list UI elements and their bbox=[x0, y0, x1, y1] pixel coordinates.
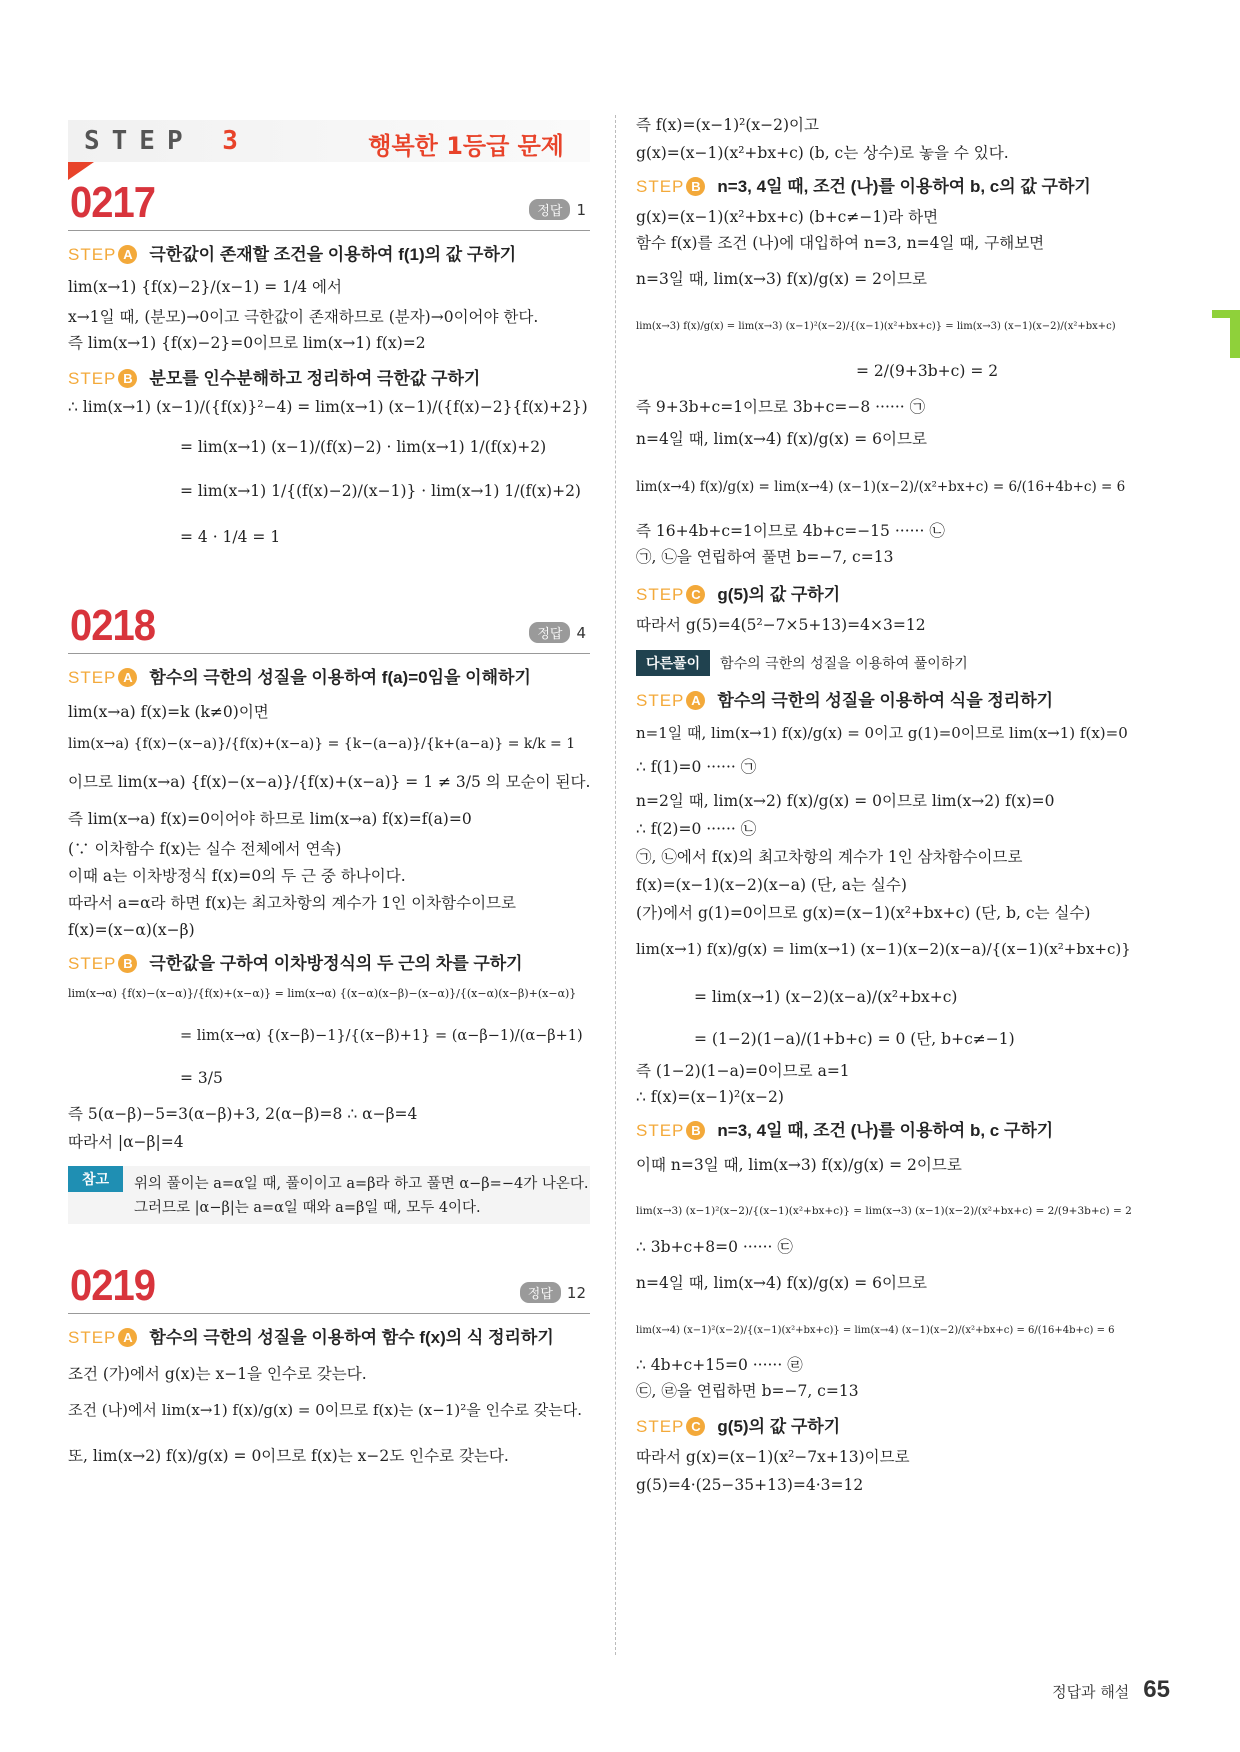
solution-line: = lim(x→1) (x−1)/(f(x)−2) · lim(x→1) 1/(f(x)+2) bbox=[180, 438, 547, 456]
solution-line: n=4일 때, lim(x→4) f(x)/g(x) = 6이므로 bbox=[636, 430, 927, 448]
solution-line: 따라서 a=α라 하면 f(x)는 최고차항의 계수가 1인 이차함수이므로 bbox=[68, 894, 516, 912]
step-title: 함수의 극한의 성질을 이용하여 f(a)=0임을 이해하기 bbox=[149, 668, 531, 687]
step3-title: 행복한 1등급 문제 bbox=[368, 132, 564, 160]
step-word: STEP bbox=[68, 369, 117, 388]
step-title: g(5)의 값 구하기 bbox=[717, 1417, 841, 1436]
answer-label: 정답 bbox=[529, 199, 570, 220]
step-word: STEP bbox=[68, 245, 117, 264]
step-heading bbox=[636, 690, 1053, 712]
solution-line: = lim(x→1) 1/{(f(x)−2)/(x−1)} · lim(x→1) 1/(f(x)+2) bbox=[180, 482, 581, 500]
solution-line: ∴ f(2)=0 ······ ㉡ bbox=[636, 820, 757, 838]
alt-tag: 다른풀이 bbox=[636, 650, 710, 676]
step-word: STEP bbox=[636, 177, 685, 196]
step-word: STEP bbox=[636, 1417, 685, 1436]
step-heading bbox=[636, 1120, 1053, 1142]
step-word: STEP bbox=[68, 954, 117, 973]
note-box bbox=[68, 1166, 590, 1224]
solution-line: n=4일 때, lim(x→4) f(x)/g(x) = 6이므로 bbox=[636, 1274, 927, 1292]
solution-line: 따라서 g(5)=4(5²−7×5+13)=4×3=12 bbox=[636, 616, 926, 634]
solution-line: lim(x→3) (x−1)²(x−2)/{(x−1)(x²+bx+c)} = lim(x→3) (x−1)(x−2)/(x²+bx+c) = 2/(9+3b+c) = 2 bbox=[636, 1205, 1132, 1217]
solution-line: n=1일 때, lim(x→1) f(x)/g(x) = 0이고 g(1)=0이므로 lim(x→1) f(x)=0 bbox=[636, 724, 1128, 742]
step-badge: B bbox=[686, 1121, 705, 1140]
solution-line: 이때 n=3일 때, lim(x→3) f(x)/g(x) = 2이므로 bbox=[636, 1156, 962, 1174]
solution-line: 즉 9+3b+c=1이므로 3b+c=−8 ······ ㉠ bbox=[636, 398, 926, 416]
solution-line: = (1−2)(1−a)/(1+b+c) = 0 (단, b+c≠−1) bbox=[694, 1030, 1015, 1048]
solution-line: 즉 f(x)=(x−1)²(x−2)이고 bbox=[636, 116, 819, 134]
step-heading bbox=[68, 244, 516, 266]
solution-line: ∴ f(1)=0 ······ ㉠ bbox=[636, 758, 757, 776]
solution-line: ∴ 4b+c+15=0 ······ ㉣ bbox=[636, 1356, 803, 1374]
step-badge: B bbox=[118, 954, 137, 973]
chapter-tab bbox=[1230, 310, 1240, 358]
solution-line: lim(x→3) f(x)/g(x) = lim(x→3) (x−1)²(x−2)/{(x−1)(x²+bx+c)} = lim(x→3) (x−1)(x−2)/(x²+bx+c) bbox=[636, 321, 1116, 332]
step-word: STEP bbox=[636, 1121, 685, 1140]
solution-line: = lim(x→1) (x−2)(x−a)/(x²+bx+c) bbox=[694, 988, 958, 1006]
solution-line: = lim(x→α) {(x−β)−1}/{(x−β)+1} = (α−β−1)/(α−β+1) bbox=[180, 1028, 583, 1044]
answer-value: 4 bbox=[576, 624, 586, 642]
page-footer bbox=[1052, 1676, 1170, 1704]
step-title: g(5)의 값 구하기 bbox=[717, 585, 841, 604]
step-badge: A bbox=[118, 668, 137, 687]
answer-value: 12 bbox=[566, 1284, 586, 1302]
solution-line: lim(x→a) {f(x)−(x−a)}/{f(x)+(x−a)} = {k−(a−a)}/{k+(a−a)} = k/k = 1 bbox=[68, 736, 576, 752]
problem-number: 0218 bbox=[70, 602, 155, 650]
step-title: 분모를 인수분해하고 정리하여 극한값 구하기 bbox=[149, 369, 481, 388]
problem-header bbox=[68, 603, 590, 654]
problem-header bbox=[68, 1263, 590, 1314]
step-word: STEP bbox=[636, 585, 685, 604]
footer-label: 정답과 해설 bbox=[1052, 1683, 1130, 1701]
solution-line: (가)에서 g(1)=0이므로 g(x)=(x−1)(x²+bx+c) (단, b, c는 실수) bbox=[636, 904, 1091, 922]
note-line: 그러므로 |α−β|는 a=α일 때와 a=β일 때, 모두 4이다. bbox=[134, 1200, 481, 1216]
alt-title: 함수의 극한의 성질을 이용하여 풀이하기 bbox=[720, 656, 968, 672]
answer-label: 정답 bbox=[520, 1282, 561, 1303]
solution-line: g(x)=(x−1)(x²+bx+c) (b, c는 상수)로 놓을 수 있다. bbox=[636, 144, 1009, 162]
problem-header bbox=[68, 180, 590, 231]
solution-line: ∴ f(x)=(x−1)²(x−2) bbox=[636, 1088, 784, 1106]
solution-line: lim(x→4) (x−1)²(x−2)/{(x−1)(x²+bx+c)} = lim(x→4) (x−1)(x−2)/(x²+bx+c) = 6/(16+4b+c) = 6 bbox=[636, 1325, 1115, 1336]
solution-line: = 4 · 1/4 = 1 bbox=[180, 528, 281, 546]
solution-line: f(x)=(x−α)(x−β) bbox=[68, 921, 195, 939]
solution-line: = 2/(9+3b+c) = 2 bbox=[856, 362, 999, 380]
solution-line: 이때 a는 이차방정식 f(x)=0의 두 근 중 하나이다. bbox=[68, 867, 406, 885]
step-title: n=3, 4일 때, 조건 (나)를 이용하여 b, c의 값 구하기 bbox=[717, 177, 1091, 196]
answer-label: 정답 bbox=[529, 622, 570, 643]
step-badge: A bbox=[118, 245, 137, 264]
solution-line: 함수 f(x)를 조건 (나)에 대입하여 n=3, n=4일 때, 구해보면 bbox=[636, 234, 1045, 252]
solution-line: 즉 5(α−β)−5=3(α−β)+3, 2(α−β)=8 ∴ α−β=4 bbox=[68, 1105, 418, 1123]
step-badge: A bbox=[118, 1328, 137, 1347]
step-heading bbox=[636, 176, 1091, 198]
solution-line: 조건 (나)에서 lim(x→1) f(x)/g(x) = 0이므로 f(x)는 (x−1)²을 인수로 갖는다. bbox=[68, 1401, 582, 1419]
step-word: STEP bbox=[636, 691, 685, 710]
step-heading bbox=[68, 1327, 554, 1349]
solution-line: (∵ 이차함수 f(x)는 실수 전체에서 연속) bbox=[68, 840, 342, 858]
flag-icon bbox=[68, 162, 94, 180]
solution-line: ∴ lim(x→1) (x−1)/({f(x)}²−4) = lim(x→1) (x−1)/({f(x)−2}{f(x)+2}) bbox=[68, 398, 588, 416]
step-heading bbox=[636, 584, 840, 606]
solution-line: ∴ 3b+c+8=0 ······ ㉢ bbox=[636, 1238, 793, 1256]
problem-number: 0219 bbox=[70, 1262, 155, 1310]
note-tag: 참고 bbox=[68, 1166, 123, 1192]
page-number: 65 bbox=[1143, 1676, 1170, 1703]
solution-line: n=2일 때, lim(x→2) f(x)/g(x) = 0이므로 lim(x→2) f(x)=0 bbox=[636, 792, 1055, 810]
solution-line: g(5)=4·(25−35+13)=4·3=12 bbox=[636, 1476, 864, 1494]
solution-line: lim(x→1) f(x)/g(x) = lim(x→1) (x−1)(x−2)(x−a)/{(x−1)(x²+bx+c)} bbox=[636, 940, 1131, 958]
solution-line: 즉 (1−2)(1−a)=0이므로 a=1 bbox=[636, 1062, 850, 1080]
step-badge: B bbox=[686, 177, 705, 196]
step-title: 극한값이 존재할 조건을 이용하여 f(1)의 값 구하기 bbox=[149, 245, 517, 264]
solution-line: 또, lim(x→2) f(x)/g(x) = 0이므로 f(x)는 x−2도 인수로 갖는다. bbox=[68, 1447, 509, 1465]
step-badge: B bbox=[118, 369, 137, 388]
step-badge: C bbox=[686, 1417, 705, 1436]
solution-line: 즉 lim(x→1) {f(x)−2}=0이므로 lim(x→1) f(x)=2 bbox=[68, 334, 426, 352]
answer-box bbox=[529, 199, 586, 220]
step-title: 극한값을 구하여 이차방정식의 두 근의 차를 구하기 bbox=[149, 954, 523, 973]
solution-line: 이므로 lim(x→a) {f(x)−(x−a)}/{f(x)+(x−a)} = 1 ≠ 3/5 의 모순이 된다. bbox=[68, 773, 591, 791]
answer-box bbox=[529, 622, 586, 643]
solution-line: ㉠, ㉡을 연립하여 풀면 b=−7, c=13 bbox=[636, 548, 894, 566]
solution-line: 따라서 g(x)=(x−1)(x²−7x+13)이므로 bbox=[636, 1448, 910, 1466]
solution-line: x→1일 때, (분모)→0이고 극한값이 존재하므로 (분자)→0이어야 한다. bbox=[68, 308, 539, 326]
solution-line: 즉 16+4b+c=1이므로 4b+c=−15 ······ ㉡ bbox=[636, 522, 945, 540]
step-heading bbox=[636, 1416, 840, 1438]
solution-line: ㉢, ㉣을 연립하면 b=−7, c=13 bbox=[636, 1382, 859, 1400]
column-divider bbox=[615, 115, 616, 1655]
step-title: 함수의 극한의 성질을 이용하여 함수 f(x)의 식 정리하기 bbox=[149, 1328, 554, 1347]
note-line: 위의 풀이는 a=α일 때, 풀이이고 a=β라 하고 풀면 α−β=−4가 나온다. bbox=[134, 1176, 589, 1192]
step-heading bbox=[68, 368, 480, 390]
solution-line: lim(x→1) {f(x)−2}/(x−1) = 1/4 에서 bbox=[68, 278, 342, 296]
answer-value: 1 bbox=[576, 201, 586, 219]
solution-line: n=3일 때, lim(x→3) f(x)/g(x) = 2이므로 bbox=[636, 270, 927, 288]
step-title: n=3, 4일 때, 조건 (나)를 이용하여 b, c 구하기 bbox=[717, 1121, 1054, 1140]
problem-number: 0217 bbox=[70, 179, 155, 227]
step3-banner bbox=[68, 120, 590, 162]
solution-line: lim(x→a) f(x)=k (k≠0)이면 bbox=[68, 703, 269, 721]
solution-line: 즉 lim(x→a) f(x)=0이어야 하므로 lim(x→a) f(x)=f(a)=0 bbox=[68, 810, 472, 828]
step-word: STEP bbox=[68, 668, 117, 687]
solution-line: lim(x→4) f(x)/g(x) = lim(x→4) (x−1)(x−2)/(x²+bx+c) = 6/(16+4b+c) = 6 bbox=[636, 479, 1126, 495]
alt-solution-banner bbox=[636, 650, 968, 674]
step-badge: C bbox=[686, 585, 705, 604]
solution-line: f(x)=(x−1)(x−2)(x−a) (단, a는 실수) bbox=[636, 876, 907, 894]
solution-line: 조건 (가)에서 g(x)는 x−1을 인수로 갖는다. bbox=[68, 1365, 367, 1383]
answer-box bbox=[520, 1282, 586, 1303]
step-heading bbox=[68, 953, 523, 975]
step-badge: A bbox=[686, 691, 705, 710]
step-title: 함수의 극한의 성질을 이용하여 식을 정리하기 bbox=[717, 691, 1054, 710]
solution-line: g(x)=(x−1)(x²+bx+c) (b+c≠−1)라 하면 bbox=[636, 208, 939, 226]
step-word: STEP bbox=[68, 1328, 117, 1347]
step-heading bbox=[68, 667, 531, 689]
step3-label: STEP 3 bbox=[84, 126, 250, 156]
solution-line: ㉠, ㉡에서 f(x)의 최고차항의 계수가 1인 삼차함수이므로 bbox=[636, 848, 1023, 866]
solution-line: 따라서 |α−β|=4 bbox=[68, 1133, 184, 1151]
solution-line: = 3/5 bbox=[180, 1069, 223, 1087]
solution-line: lim(x→α) {f(x)−(x−α)}/{f(x)+(x−α)} = lim(x→α) {(x−α)(x−β)−(x−α)}/{(x−α)(x−β)+(x−α)} bbox=[68, 987, 577, 1000]
